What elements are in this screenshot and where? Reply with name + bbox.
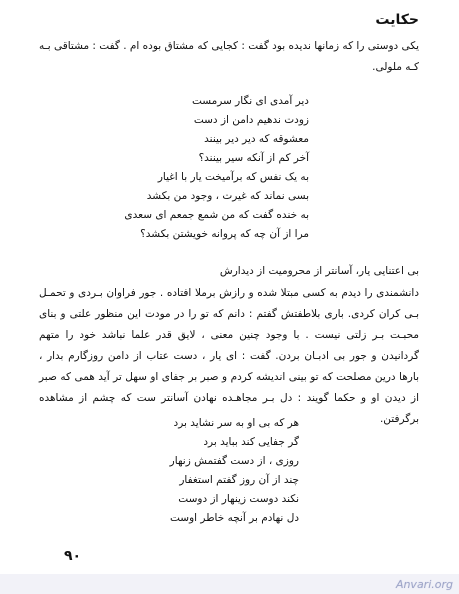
- verse-line: نکند دوست زینهار از دوست: [178, 493, 299, 505]
- subheading: بی اعتنایی یار، آسانتر از محرومیت از دیدارش: [219, 265, 419, 277]
- verse-line: دیر آمدی ای نگار سرمست: [191, 95, 309, 107]
- verse-line: به خنده گفت که من شمع جمعم ای سعدی: [124, 209, 309, 221]
- poem-verse-1: [69, 92, 309, 244]
- intro-paragraph: یکی دوستی را که زمانها ندیده بود گفت : کجایی که مشتاق بوده ام . گفت : مشتاقی بـه کـه ملولی.: [38, 40, 419, 73]
- watermark-logo: Anvari.org: [395, 578, 453, 591]
- verse-line: هر که بی او به سر نشاید برد: [173, 417, 299, 429]
- verse-line: بسی نماند که غیرت ، وجود من بکشد: [146, 190, 309, 202]
- verse-line: گر جفایی کند بباید برد: [203, 436, 299, 448]
- verse-line: آخر کم از آنکه سیر بینند؟: [198, 152, 309, 164]
- verse-line: چند از آن روز گفتم استغفار: [179, 474, 299, 486]
- verse-line: روزی ، از دست گفتمش زنهار: [169, 455, 299, 467]
- verse-line: به یک نفس که برآمیخت یار با اغیار: [157, 171, 309, 183]
- page-number: ۹۰: [64, 548, 82, 564]
- poem-verse-2: [79, 414, 299, 528]
- verse-line: مرا از آن چه که پروانه خویشتن بکشد؟: [140, 228, 309, 240]
- section-heading: حکایت: [375, 12, 419, 28]
- footer-band: [0, 574, 459, 594]
- main-paragraph: دانشمندی را دیدم به کسی مبتلا شده و رازش برملا افتاده . جور فراوان بـردی و تحمـل بـی کران کردی. باری بلاطفتش گفتم : دانم که تو را در مودت این منظور علتی و بنای محبـت بـر زلتی نیست . با وجود چنین معنی ، لایق قدر علما نباشد خود را متهم گردانیدن و جور بی ادبـان بردن. گفت : ای یار ، دست عتاب از دامن روزگارم بدار ، بارها درین مصلحت که تو بینی اندیشه کردم و صبر بر جفای او سهل تر آید همی که صبر از دیدن او و حکما گویند : دل بـر مجاهـده نهادن آسانتر ست که چشم از مشاهده برگرفتن.: [39, 287, 419, 425]
- verse-line: زودت ندهیم دامن از دست: [193, 114, 309, 126]
- verse-line: دل نهادم بر آنچه خاطر اوست: [169, 512, 299, 524]
- verse-line: معشوقه که دیر دیر بینند: [204, 133, 309, 145]
